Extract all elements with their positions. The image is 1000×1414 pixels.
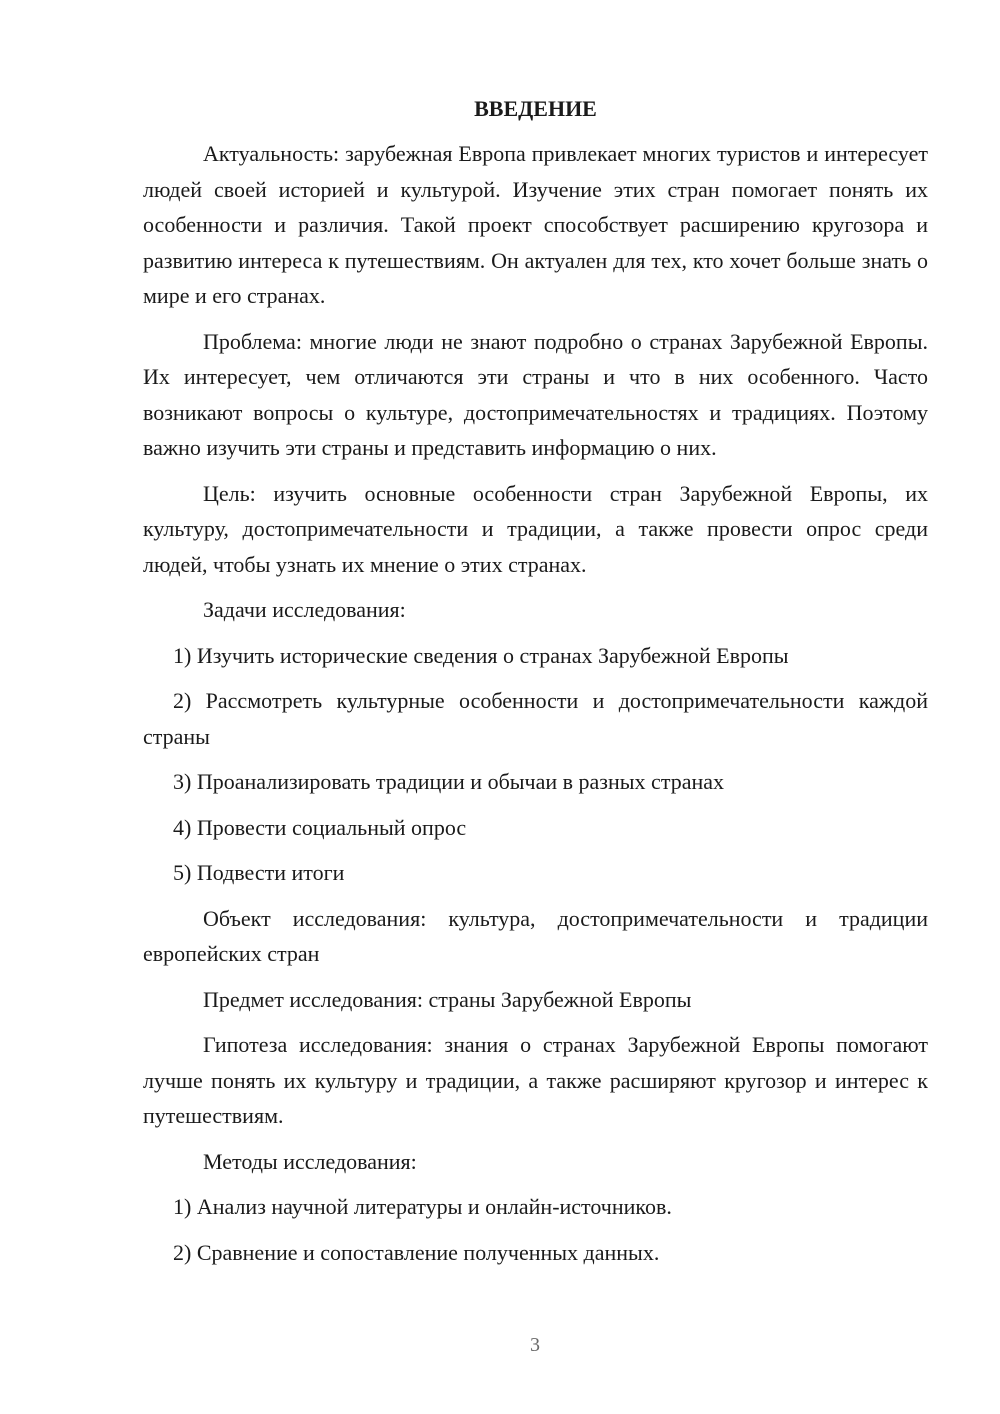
tasks-heading: Задачи исследования:: [203, 597, 406, 622]
paragraph-relevance: Актуальность: зарубежная Европа привлекает многих туристов и интересует людей своей историей и культурой. Изучение этих стран помогает понять их особенности и различия. Такой проект способствует расширению кругозора и развитию интереса к путешествиям. Он актуален для тех, кто хочет больше знать о мире и его странах.: [143, 141, 928, 308]
task-item-4: 4) Провести социальный опрос: [173, 814, 467, 840]
task-item-3: 3) Проанализировать традиции и обычаи в разных странах: [173, 769, 724, 794]
page-number: 3: [530, 1334, 540, 1356]
page-content: [143, 94, 928, 1280]
page-title: ВВЕДЕНИЕ: [474, 96, 597, 121]
paragraph-subject: Предмет исследования: страны Зарубежной Европы: [203, 986, 692, 1012]
methods-heading: Методы исследования:: [203, 1148, 417, 1174]
method-item-1: 1) Анализ научной литературы и онлайн-источников.: [173, 1194, 672, 1219]
task-item-1: 1) Изучить исторические сведения о странах Зарубежной Европы: [173, 642, 789, 668]
paragraph-problem: Проблема: многие люди не знают подробно о странах Зарубежной Европы. Их интересует, чем отличаются эти страны и что в них особенного. Часто возникают вопросы о культуре, достопримечательностях и традициях. Поэтому важно изучить эти страны и представить информацию о них.: [143, 328, 928, 460]
paragraph-hypothesis: Гипотеза исследования: знания о странах Зарубежной Европы помогают лучше понять их культуру и традиции, а также расширяют кругозор и интерес к путешествиям.: [143, 1032, 928, 1128]
method-item-2: 2) Сравнение и сопоставление полученных данных.: [173, 1239, 660, 1265]
paragraph-goal: Цель: изучить основные особенности стран Зарубежной Европы, их культуру, достопримечательности и традиции, а также провести опрос среди людей, чтобы узнать их мнение о этих странах.: [143, 480, 928, 577]
paragraph-object: Объект исследования: культура, достопримечательности и традиции европейских стран: [143, 905, 928, 966]
task-item-2: 2) Рассмотреть культурные особенности и достопримечательности каждой страны: [143, 688, 928, 749]
task-item-5: 5) Подвести итоги: [173, 860, 345, 885]
